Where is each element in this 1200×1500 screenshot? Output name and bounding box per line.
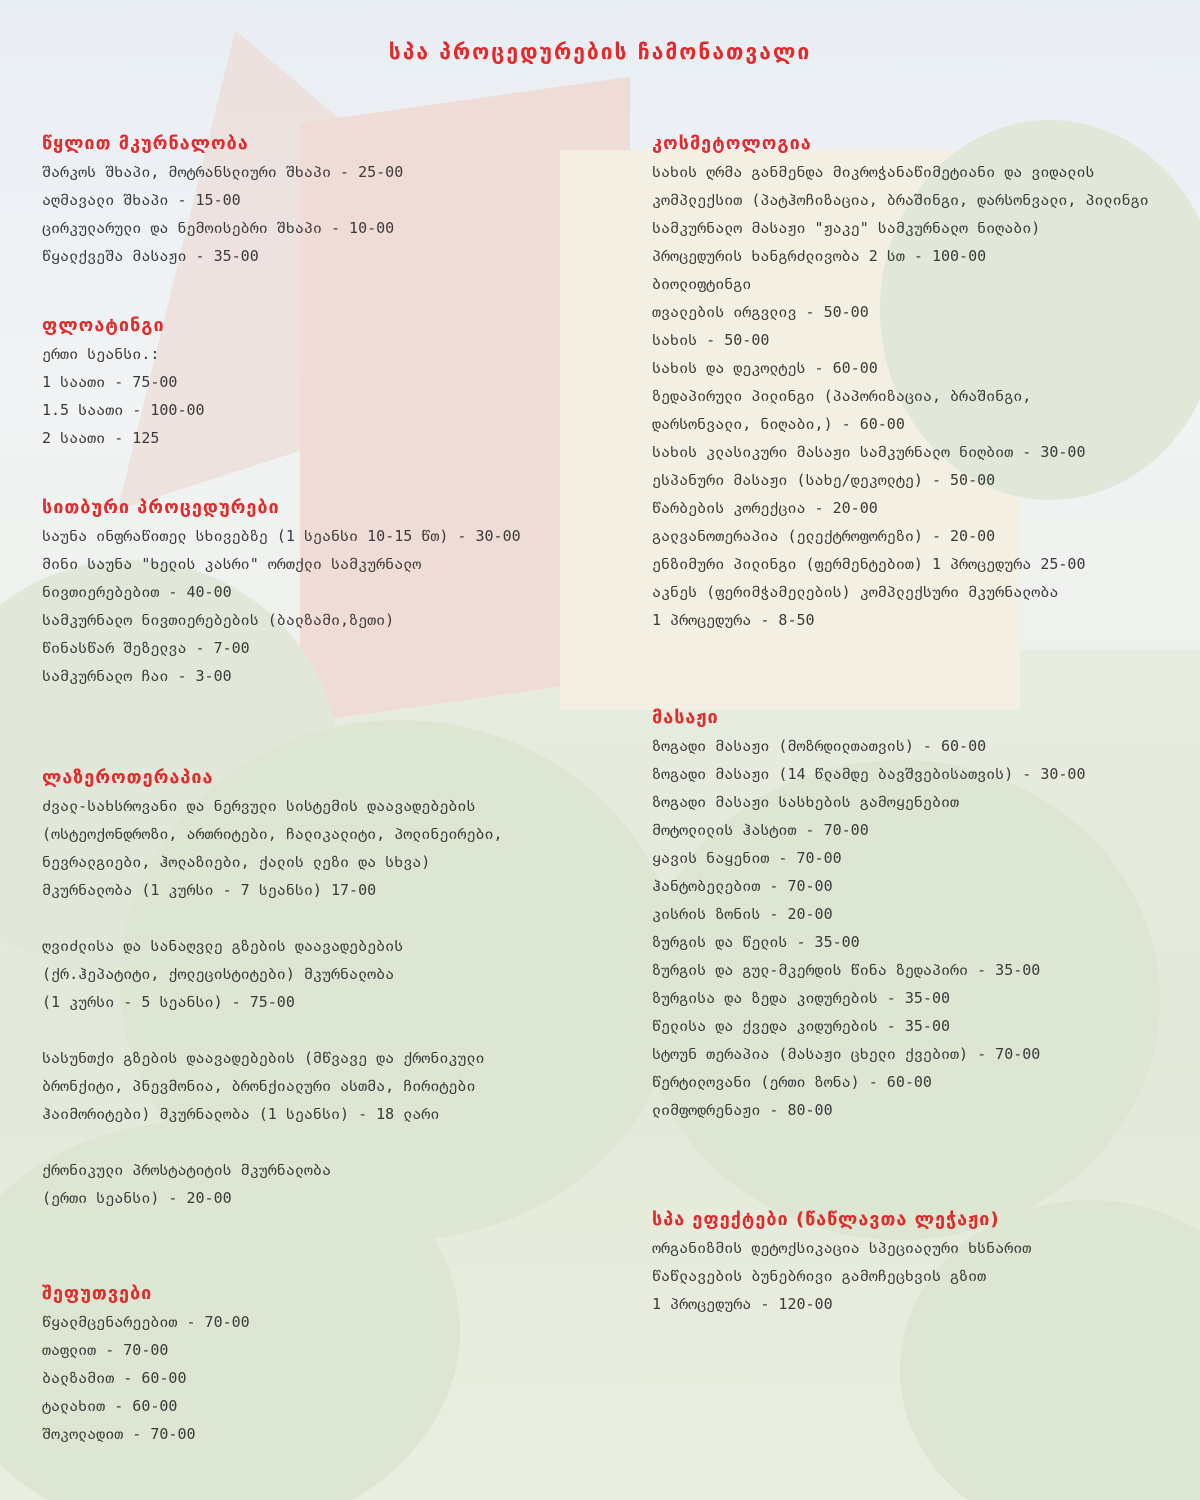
price-line: სამკურნალო მასაჟი "ჟაკე" სამკურნალო ნიღაბი) [652,219,1041,237]
price-line: წარბების კორექცია - 20-00 [652,499,878,517]
price-line: სახის ღრმა განმენდა მიკროჭანაწიმეტიანი და ვიდალის [652,163,1095,181]
price-line: ნევრალგიები, ჰოლაზიები, ქალის ლეზი და სხვა) [42,853,431,871]
price-line: ესპანური მასაჟი (სახე/დეკოლტე) - 50-00 [652,471,996,489]
section-wraps [42,1280,250,1448]
price-line: ბალზამით - 60-00 [42,1369,187,1387]
price-line: ზოგადი მასაჟი (14 წლამდე ბავშვებისათვის) - 30-00 [652,765,1086,783]
price-line: მოტოლილის ჰასტით - 70-00 [652,821,869,839]
price-line: დარსონვალი, ნიღაბი,) - 60-00 [652,415,905,433]
price-line: გალვანოთერაპია (ელექტროფორეზი) - 20-00 [652,527,996,545]
price-line: ძვალ-სახსროვანი და ნერვული სისტემის დაავადებების [42,797,476,815]
section-heading: კოსმეტოლოგია [652,133,812,154]
price-line: აკნეს (ფერიმჭამელების) კომპლექსური მკურნალობა [652,583,1059,601]
price-line: ჰანტობელებით - 70-00 [652,877,833,895]
price-line: ორგანიზმის დეტოქსიკაცია სპეციალური ხსნარით [652,1239,1032,1257]
price-line: სასუნთქი გზების დაავადებების (მწვავე და ქრონიკული [42,1049,485,1067]
section-water-treatment [42,130,403,270]
price-line: ენზიმური პილინგი (ფერმენტებით) 1 პროცედურა 25-00 [652,555,1086,573]
price-line: 1 საათი - 75-00 [42,373,178,391]
price-line: ზურგისა და ზედა კიდურების - 35-00 [652,989,951,1007]
price-line: ზოგადი მასაჟი სასხების გამოყენებით [652,793,960,811]
section-massage [652,704,1085,1124]
price-line: ზურგის და წელის - 35-00 [652,933,860,951]
price-line: (ოსტეოქონდროზი, ართრიტები, ჩალიკალიტი, პოლინეირები, [42,825,503,843]
price-line: აღმავალი შხაპი - 15-00 [42,191,241,209]
price-line: შოკოლადით - 70-00 [42,1425,196,1443]
price-line: ქრონიკული პროსტატიტის მკურნალობა [42,1161,331,1179]
price-line: პროცედურის ხანგრძლივობა 2 სთ - 100-00 [652,247,987,265]
price-line: ბიოლიფტინგი [652,275,752,293]
price-line: თვალების ირგვლივ - 50-00 [652,303,869,321]
price-line: კისრის ზონის - 20-00 [652,905,833,923]
price-line: შარკოს შხაპი, მოტრანსლიური შხაპი - 25-00 [42,163,404,181]
section-heading: მასაჟი [652,707,719,728]
price-line: ერთი სეანსი.: [42,345,160,363]
price-line: სახის და დეკოლტეს - 60-00 [652,359,878,377]
price-line: მინი საუნა "ხელის კასრი" ორთქლი სამკურნალო [42,555,422,573]
section-heading: წყლით მკურნალობა [42,133,249,154]
spacer [42,904,503,932]
price-line: ტალახით - 60-00 [42,1397,178,1415]
price-line: ნივთიერებებით - 40-00 [42,583,232,601]
spacer [42,1016,503,1044]
section-heading: სპა ეფექტები (წაწლავთა ლეჭაჟი) [652,1209,1000,1230]
section-floating [42,312,205,452]
price-line: (1 კურსი - 5 სეანსი) - 75-00 [42,993,295,1011]
section-heading: ლაზეროთერაპია [42,767,214,788]
price-line: (ერთი სეანსი) - 20-00 [42,1189,232,1207]
price-line: წერტილოვანი (ერთი ზონა) - 60-00 [652,1073,932,1091]
spacer [42,1128,503,1156]
price-line: ზოგადი მასაჟი (მოზრდილთათვის) - 60-00 [652,737,987,755]
price-line: სახის - 50-00 [652,331,770,349]
price-line: ყავის ნაყენით - 70-00 [652,849,842,867]
price-line: ზურგის და გულ-მკერდის წინა ზედაპირი - 35-00 [652,961,1041,979]
section-heat-procedures [42,494,521,690]
page-title: სპა პროცედურების ჩამონათვალი [388,40,812,64]
price-line: 1 პროცედურა - 120-00 [652,1295,833,1313]
price-line: ცირკულარული და ნემოისებრი შხაპი - 10-00 [42,219,395,237]
price-line: წელისა და ქვედა კიდურების - 35-00 [652,1017,951,1035]
price-line: სახის კლასიკური მასაჟი სამკურნალო ნიღბით - 30-00 [652,443,1086,461]
price-line: სამკურნალო ნივთიერებების (ბალზამი,ზეთი) [42,611,395,629]
section-heading: შეფუთვები [42,1283,153,1304]
price-line: წინასწარ შეზელვა - 7-00 [42,639,250,657]
price-line: ზედაპირული პილინგი (პაპორიზაცია, ბრაშინგი, [652,387,1032,405]
price-line: 2 საათი - 125 [42,429,160,447]
price-line: სამკურნალო ჩაი - 3-00 [42,667,232,685]
price-line: მკურნალობა (1 კურსი - 7 სეანსი) 17-00 [42,881,377,899]
price-line: ჰაიმორიტები) მკურნალობა (1 სეანსი) - 18 ლარი [42,1105,440,1123]
price-line: (ქრ.ჰეპატიტი, ქოლეცისტიტები) მკურნალობა [42,965,395,983]
section-spa-effects [652,1206,1031,1318]
price-line: 1.5 საათი - 100-00 [42,401,205,419]
section-cosmetology [652,130,1149,634]
price-line: თაფლით - 70-00 [42,1341,169,1359]
price-line: წყალქვეშა მასაჟი - 35-00 [42,247,259,265]
price-line: ლიმფოდრენაჟი - 80-00 [652,1101,833,1119]
price-line: წაწლავების ბუნებრივი გამოჩეცხვის გზით [652,1267,987,1285]
price-line: ბრონქიტი, პნევმონია, ბრონქიალური ასთმა, ჩირიტები [42,1077,476,1095]
price-line: 1 პროცედურა - 8-50 [652,611,815,629]
price-line: სტოუნ თერაპია (მასაჟი ცხელი ქვებით) - 70-00 [652,1045,1041,1063]
section-laser-therapy [42,764,503,1212]
price-line: კომპლექსით (პატჰოჩიზაცია, ბრაშინგი, დარსონვალი, პილინგი [652,191,1149,209]
price-line: ღვიძლისა და სანაღვლე გზების დაავადებების [42,937,404,955]
section-heading: ფლოატინგი [42,315,165,336]
price-line: საუნა ინფრაწითელ სხივებზე (1 სეანსი 10-15 წთ) - 30-00 [42,527,521,545]
price-line: წყალმცენარეებით - 70-00 [42,1313,250,1331]
section-heading: სითბური პროცედურები [42,497,280,518]
